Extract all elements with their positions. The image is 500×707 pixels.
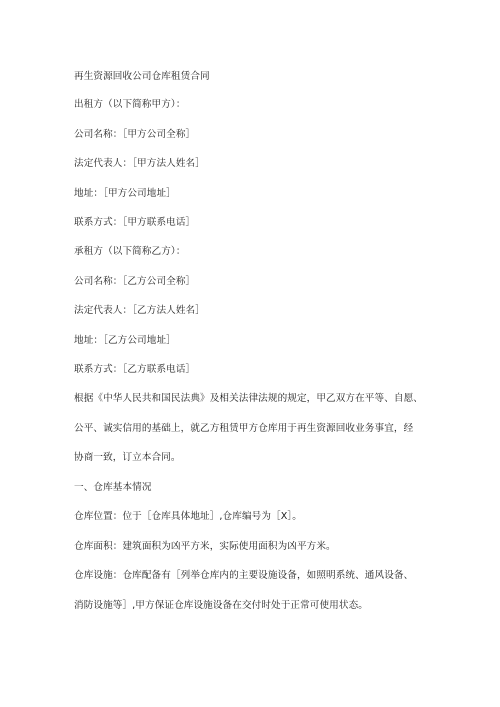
lessor-company: 公司名称：［甲方公司全称］ (74, 129, 196, 140)
facilities-line-1: 仓库设施：仓库配备有［列举仓库内的主要设施设备，如照明系统、通风设备、 (74, 570, 414, 581)
preamble-line-3: 协商一致，订立本合同。 (74, 452, 181, 463)
facilities-line-2: 消防设施等］,甲方保证仓库设施设备在交付时处于正常可使用状态。 (74, 600, 368, 611)
contract-title: 再生资源回收公司仓库租赁合同 (74, 71, 210, 82)
lessor-address: 地址：［甲方公司地址］ (74, 188, 176, 199)
preamble-line-1: 根据《中华人民共和国民法典》及相关法律法规的规定，甲乙双方在平等、自愿、 (74, 393, 423, 404)
warehouse-location: 仓库位置：位于［仓库具体地址］,仓库编号为［X］。 (74, 511, 302, 522)
section-1-heading: 一、仓库基本情况 (74, 482, 152, 493)
lessee-address: 地址：［乙方公司地址］ (74, 335, 176, 346)
lessor-heading: 出租方（以下简称甲方）： (74, 99, 186, 110)
lessor-contact: 联系方式：［甲方联系电话］ (74, 217, 196, 228)
warehouse-area: 仓库面积：建筑面积为凶平方米，实际使用面积为凶平方米。 (74, 541, 336, 552)
lessor-representative: 法定代表人：［甲方法人姓名］ (74, 158, 205, 169)
lessee-representative: 法定代表人：［乙方法人姓名］ (74, 305, 205, 316)
lessee-company: 公司名称：［乙方公司全称］ (74, 276, 196, 287)
lessee-heading: 承租方（以下简称乙方）： (74, 246, 186, 257)
lessee-contact: 联系方式：［乙方联系电话］ (74, 364, 196, 375)
preamble-line-2: 公平、诚实信用的基础上，就乙方租赁甲方仓库用于再生资源回收业务事宜，经 (74, 423, 414, 434)
